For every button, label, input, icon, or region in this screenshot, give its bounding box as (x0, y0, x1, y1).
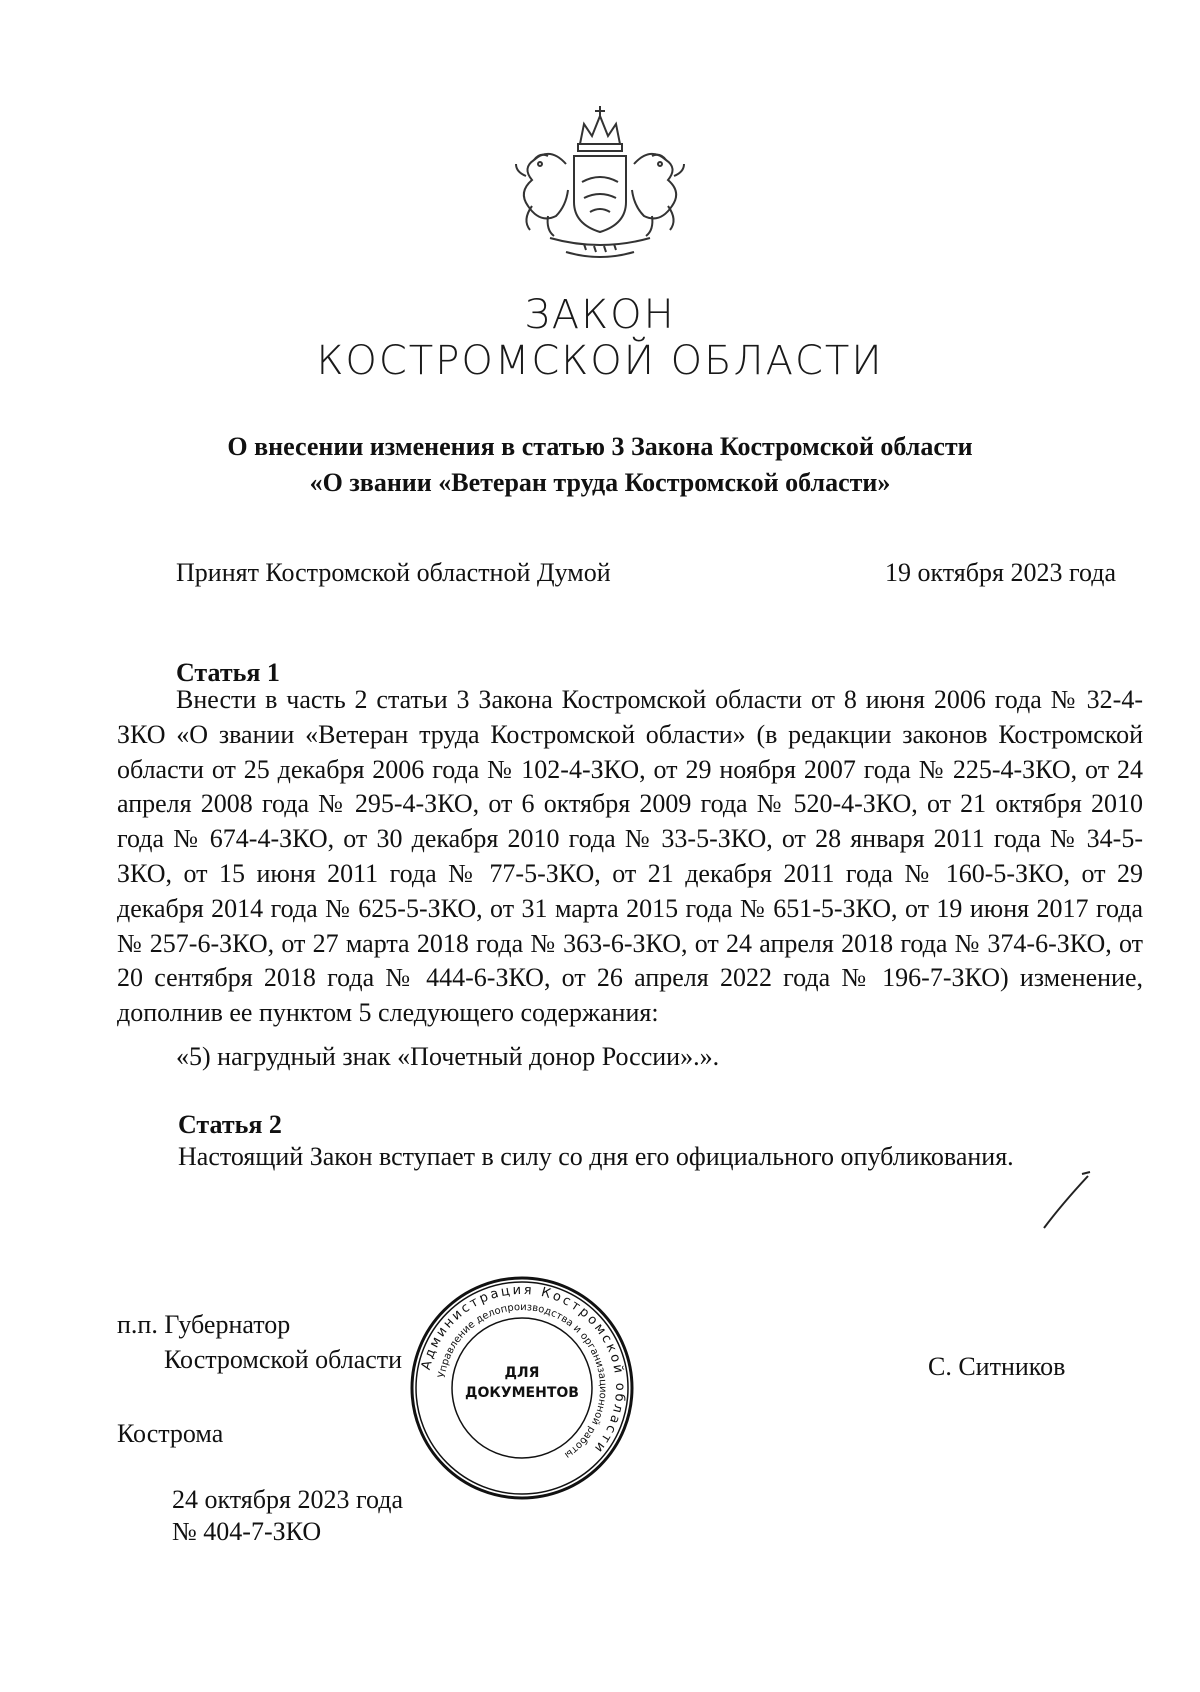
law-title: ЗАКОН (524, 292, 676, 338)
law-region-title: КОСТРОМСКОЙ ОБЛАСТИ (316, 338, 884, 384)
law-subject-line-1: О внесении изменения в статью 3 Закона Костромской области (227, 432, 973, 461)
article-2-heading: Статья 2 (178, 1110, 282, 1139)
law-number: № 404-7-ЗКО (172, 1517, 322, 1546)
official-seal-stamp (407, 1273, 637, 1503)
governor-region: Костромской области (164, 1345, 403, 1374)
adopted-by: Принят Костромской областной Думой (176, 558, 611, 587)
article-1-body: Внести в часть 2 статьи 3 Закона Костромской области от 8 июня 2006 года № 32-4-ЗКО «О звании «Ветеран труда Костромской области» (в редакции законов Костромской области от 25 декабря 2006 года № 102-4-ЗКО, от 29 ноября 2007 года № 225-4-ЗКО, от 24 апреля 2008 года № 295-4-ЗКО, от 6 октября 2009 года № 520-4-ЗКО, от 21 октября 2010 года № 674-4-ЗКО, от 30 декабря 2010 года № 33-5-ЗКО, от 28 января 2011 года № 34-5-ЗКО, от 15 июня 2011 года № 77-5-ЗКО, от 21 декабря 2011 года № 160-5-ЗКО, от 29 декабря 2014 года № 625-5-ЗКО, от 31 марта 2015 года № 651-5-ЗКО, от 19 июня 2017 года № 257-6-ЗКО, от 27 марта 2018 года № 363-6-ЗКО, от 24 апреля 2018 года № 374-6-ЗКО, от 20 сентября 2018 года № 444-6-ЗКО, от 26 апреля 2022 года № 196-7-ЗКО) изменение, дополнив ее пунктом 5 следующего содержания: (117, 685, 1143, 1028)
signature-mark (1038, 1170, 1096, 1232)
city-name: Кострома (117, 1419, 224, 1448)
seal-outer-text: Администрация Костромской области (418, 1282, 628, 1457)
seal-center-line-1: ДЛЯ (504, 1365, 540, 1381)
seal-center-line-2: ДОКУМЕНТОВ (465, 1385, 579, 1401)
law-subject-line-2: «О звании «Ветеран труда Костромской области» (309, 468, 891, 497)
seal-inner-text: Управление делопроизводства и организационной работы (436, 1301, 609, 1461)
article-1-item-5: «5) нагрудный знак «Почетный донор России».». (176, 1042, 720, 1071)
article-2-body: Настоящий Закон вступает в силу со дня его официального опубликования. (178, 1142, 1014, 1171)
signing-date: 24 октября 2023 года (172, 1485, 403, 1514)
governor-role: п.п. Губернатор (117, 1310, 291, 1339)
signatory-name: С. Ситников (928, 1352, 1066, 1381)
article-1-heading: Статья 1 (176, 658, 280, 687)
adoption-date: 19 октября 2023 года (885, 558, 1116, 587)
coat-of-arms-emblem (510, 102, 690, 270)
